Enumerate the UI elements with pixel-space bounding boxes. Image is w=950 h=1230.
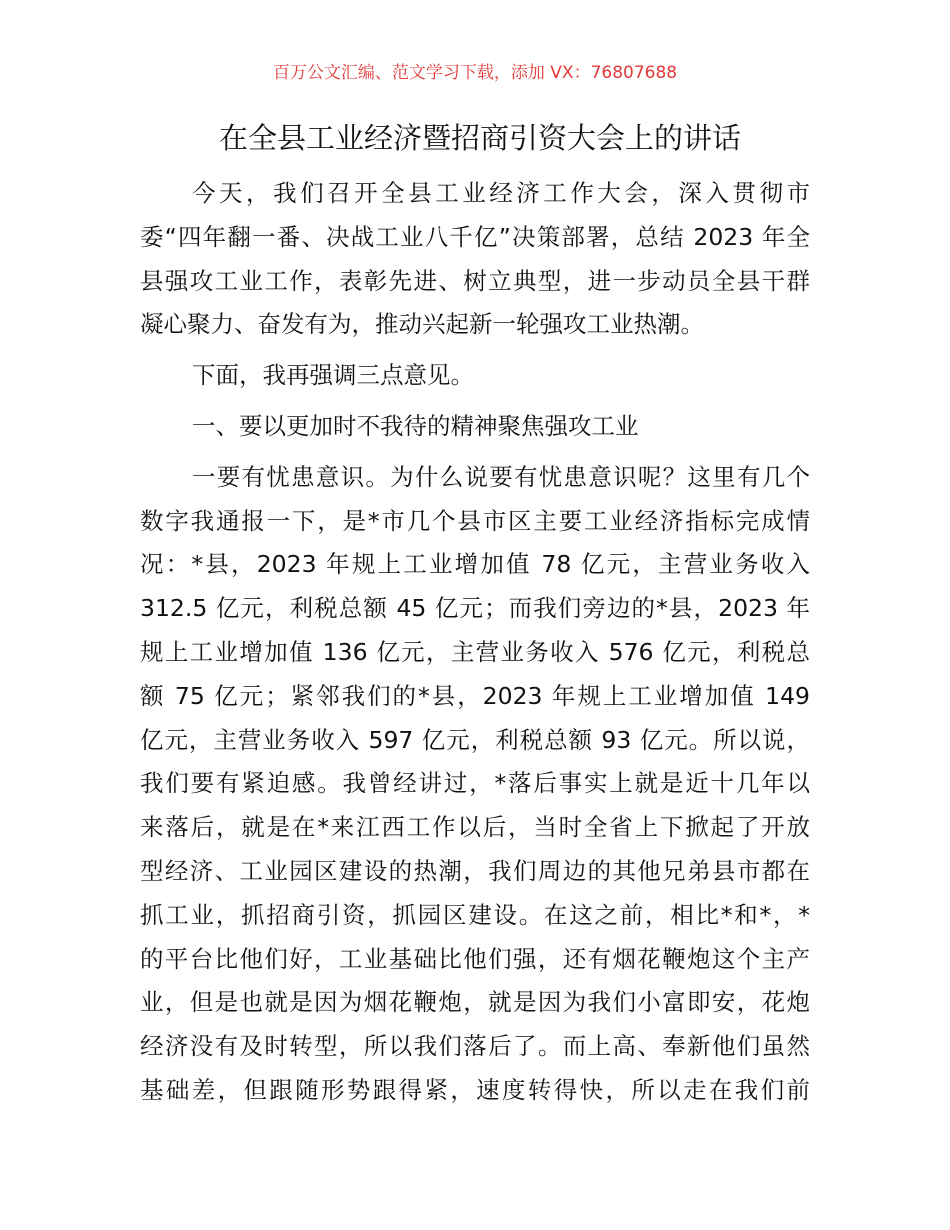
paragraph-line: 凝心聚力、奋发有为，推动兴起新一轮强攻工业热潮。 bbox=[140, 310, 704, 339]
paragraph-line: 312.5 亿元，利税总额 45 亿元；而我们旁边的*县，2023 年 bbox=[140, 594, 810, 623]
paragraph-line: 委“四年翻一番、决战工业八千亿”决策部署，总结 2023 年全 bbox=[140, 222, 810, 251]
paragraph-line: 的平台比他们好，工业基础比他们强，还有烟花鞭炮这个主产 bbox=[140, 944, 810, 973]
paragraph-line: 一、要以更加时不我待的精神聚焦强攻工业 bbox=[192, 411, 639, 440]
paragraph-line: 经济没有及时转型，所以我们落后了。而上高、奉新他们虽然 bbox=[140, 1032, 810, 1061]
paragraph-line: 亿元，主营业务收入 597 亿元，利税总额 93 亿元。所以说， bbox=[140, 725, 810, 754]
paragraph-line: 来落后，就是在*来江西工作以后，当时全省上下掀起了开放 bbox=[140, 813, 810, 842]
paragraph-line: 今天，我们召开全县工业经济工作大会，深入贯彻市 bbox=[192, 179, 810, 207]
document-body bbox=[140, 174, 810, 1122]
paragraph bbox=[140, 174, 810, 349]
document-title: 在全县工业经济暨招商引资大会上的讲话 bbox=[218, 121, 741, 155]
paragraph-line: 下面，我再强调三点意见。 bbox=[192, 361, 474, 390]
paragraph-line: 规上工业增加值 136 亿元，主营业务收入 576 亿元，利税总 bbox=[140, 637, 810, 666]
paragraph-line: 县强攻工业工作，表彰先进、树立典型，进一步动员全县干群 bbox=[140, 266, 810, 295]
paragraph bbox=[140, 458, 810, 1115]
paragraph-line: 况：*县，2023 年规上工业增加值 78 亿元，主营业务收入 bbox=[140, 550, 810, 579]
paragraph-line: 我们要有紧迫感。我曾经讲过，*落后事实上就是近十几年以 bbox=[140, 769, 810, 798]
paragraph-line: 数字我通报一下，是*市几个县市区主要工业经济指标完成情 bbox=[140, 506, 810, 535]
paragraph-line: 基础差，但跟随形势跟得紧，速度转得快，所以走在我们前 bbox=[140, 1075, 810, 1104]
paragraph-line: 一要有忧患意识。为什么说要有忧患意识呢？这里有几个 bbox=[192, 462, 810, 491]
paragraph-line: 抓工业，抓招商引资，抓园区建设。在这之前，相比*和*，* bbox=[140, 900, 810, 929]
watermark-header: 百万公文汇编、范文学习下载，添加 VX：76807688 bbox=[272, 63, 678, 83]
paragraph bbox=[140, 407, 810, 451]
paragraph-line: 型经济、工业园区建设的热潮，我们周边的其他兄弟县市都在 bbox=[140, 856, 810, 885]
paragraph bbox=[140, 356, 810, 400]
paragraph-line: 业，但是也就是因为烟花鞭炮，就是因为我们小富即安，花炮 bbox=[140, 988, 810, 1017]
paragraph-line: 额 75 亿元；紧邻我们的*县，2023 年规上工业增加值 149 bbox=[140, 681, 810, 710]
